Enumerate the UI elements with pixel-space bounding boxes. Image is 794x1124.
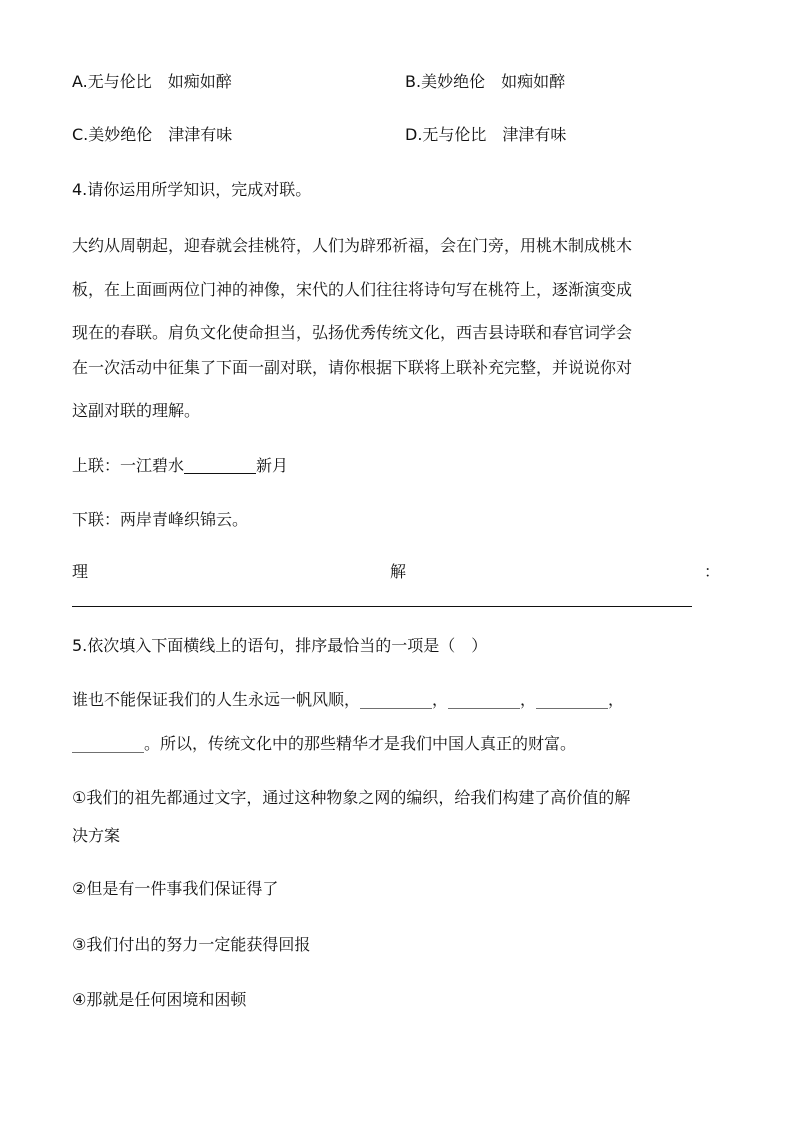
answer-line[interactable] bbox=[72, 606, 692, 607]
option-c: C.美妙绝伦 津津有味 bbox=[72, 125, 233, 144]
lower-couplet: 下联：两岸青峰织锦云。 bbox=[72, 510, 249, 529]
sentence-item-3: ③我们付出的努力一定能获得回报 bbox=[72, 935, 311, 954]
upper-couplet-suffix: 新月 bbox=[256, 456, 289, 475]
passage-line: 在一次活动中征集了下面一副对联，请你根据下联将上联补充完整，并说说你对 bbox=[72, 358, 633, 377]
understanding-label-1: 理 bbox=[72, 562, 89, 581]
upper-couplet-prefix: 上联：一江碧水 bbox=[72, 456, 185, 475]
understanding-colon: ： bbox=[704, 562, 721, 581]
passage-line: 现在的春联。肩负文化使命担当，弘扬优秀传统文化，西吉县诗联和春官词学会 bbox=[72, 323, 633, 342]
sentence-item-1-cont: 决方案 bbox=[72, 826, 121, 845]
option-b: B.美妙绝伦 如痴如醉 bbox=[405, 72, 566, 91]
question-5-title: 5.依次填入下面横线上的语句，排序最恰当的一项是（ ） bbox=[72, 636, 488, 655]
answer-blank[interactable] bbox=[184, 457, 256, 474]
sentence-item-2: ②但是有一件事我们保证得了 bbox=[72, 879, 279, 898]
option-d: D.无与伦比 津津有味 bbox=[405, 125, 567, 144]
passage-line: 这副对联的理解。 bbox=[72, 401, 201, 420]
question-5-stem-line-1: 谁也不能保证我们的人生永远一帆风顺，_________，_________，_________， bbox=[72, 690, 625, 709]
sentence-item-4: ④那就是任何困境和困顿 bbox=[72, 990, 247, 1009]
sentence-item-1: ①我们的祖先都通过文字，通过这种物象之网的编织，给我们构建了高价值的解 bbox=[72, 788, 631, 807]
option-a: A.无与伦比 如痴如醉 bbox=[72, 72, 232, 91]
question-4-title: 4.请你运用所学知识，完成对联。 bbox=[72, 180, 312, 199]
upper-couplet bbox=[72, 456, 288, 476]
understanding-label-2: 解 bbox=[390, 562, 407, 581]
passage-line: 板，在上面画两位门神的神像，宋代的人们往往将诗句写在桃符上，逐渐演变成 bbox=[72, 280, 633, 299]
question-5-stem-line-2: _________。所以，传统文化中的那些精华才是我们中国人真正的财富。 bbox=[72, 734, 577, 753]
passage-line: 大约从周朝起，迎春就会挂桃符，人们为辟邪祈福，会在门旁，用桃木制成桃木 bbox=[72, 236, 633, 255]
